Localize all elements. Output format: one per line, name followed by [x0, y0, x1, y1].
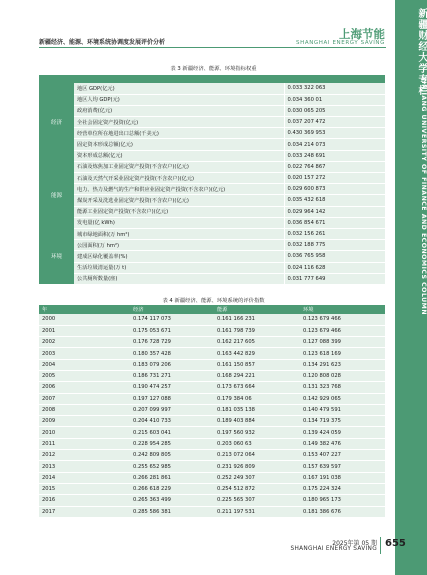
index-cell: 0.255 652 985	[130, 461, 214, 472]
indicator-cell: 地区人均 GDP(元)	[74, 94, 284, 105]
index-cell: 0.266 281 861	[130, 472, 214, 483]
year-cell: 2000	[39, 314, 130, 325]
weight-cell: 0.033 322 063	[284, 83, 385, 94]
header-divider	[39, 47, 386, 48]
table-row	[39, 393, 385, 404]
journal-name-footer: SHANGHAI ENERGY SAVING	[290, 546, 377, 552]
table3-caption: 表 3 新疆经济、能源、环境指标权重	[170, 66, 257, 72]
weight-cell: 0.031 777 649	[284, 273, 385, 284]
year-cell: 2013	[39, 461, 130, 472]
indicator-cell: 石油及炼焦加工业固定资产投资(不含农户)(亿元)	[74, 161, 284, 172]
index-cell: 0.189 403 884	[214, 416, 300, 427]
indicator-cell: 建成区绿化覆盖率(%)	[74, 251, 284, 262]
index-cell: 0.242 809 805	[130, 450, 214, 461]
index-cell: 0.265 363 499	[130, 495, 214, 506]
weight-cell: 0.029 964 142	[284, 206, 385, 217]
index-cell: 0.175 053 671	[130, 325, 214, 336]
table-row	[39, 404, 385, 415]
table-row	[39, 370, 385, 381]
running-article-title: 新疆经济、能源、环境系统协调度发展评价分析	[39, 39, 166, 46]
year-cell: 2004	[39, 359, 130, 370]
year-cell: 2003	[39, 348, 130, 359]
weight-cell: 0.024 116 628	[284, 262, 385, 273]
index-cell: 0.228 954 285	[130, 438, 214, 449]
index-cell: 0.215 603 041	[130, 427, 214, 438]
index-cell: 0.120 808 028	[300, 370, 385, 381]
table-row	[39, 416, 385, 427]
table-row	[39, 461, 385, 472]
index-cell: 0.183 079 206	[130, 359, 214, 370]
table-row	[39, 128, 385, 139]
table-row	[39, 217, 385, 228]
year-cell: 2012	[39, 450, 130, 461]
index-cell: 0.174 117 073	[130, 314, 214, 325]
index-cell: 0.134 291 623	[300, 359, 385, 370]
weight-cell: 0.030 065 205	[284, 105, 385, 116]
column-header: 环境	[300, 305, 385, 314]
index-cell: 0.123 618 169	[300, 348, 385, 359]
weight-cell: 0.430 369 953	[284, 128, 385, 139]
page-number: 655	[385, 538, 406, 549]
index-cell: 0.197 127 088	[130, 393, 214, 404]
table-row	[39, 427, 385, 438]
table-row	[39, 325, 385, 336]
weight-cell: 0.022 764 867	[284, 161, 385, 172]
index-cell: 0.285 586 381	[130, 506, 214, 517]
table-row	[39, 150, 385, 161]
weight-cell: 0.033 248 691	[284, 150, 385, 161]
table3-header-bar	[39, 75, 385, 83]
index-cell: 0.161 150 857	[214, 359, 300, 370]
index-cell: 0.123 679 466	[300, 314, 385, 325]
indicator-cell: 电力、热力及燃气的生产和供应业固定资产投资(不含农户)(亿元)	[74, 184, 284, 195]
table-row	[39, 251, 385, 262]
weight-cell: 0.037 207 472	[284, 117, 385, 128]
table-row	[39, 506, 385, 517]
year-cell: 2001	[39, 325, 130, 336]
index-cell: 0.213 072 064	[214, 450, 300, 461]
index-cell: 0.225 565 307	[214, 495, 300, 506]
index-cell: 0.181 386 676	[300, 506, 385, 517]
index-cell: 0.173 673 664	[214, 382, 300, 393]
table-row	[39, 184, 385, 195]
index-cell: 0.252 249 307	[214, 472, 300, 483]
indicator-cell: 固定资本形成总额(亿元)	[74, 139, 284, 150]
index-cell: 0.175 224 324	[300, 483, 385, 494]
table-row	[39, 314, 385, 325]
index-cell: 0.161 166 231	[214, 314, 300, 325]
evaluation-index-table	[39, 305, 385, 518]
index-cell: 0.211 197 531	[214, 506, 300, 517]
column-header: 年	[39, 305, 130, 314]
index-cell: 0.186 731 271	[130, 370, 214, 381]
indicator-cell: 城市绿地面积(万 hm²)	[74, 228, 284, 239]
table-row	[39, 262, 385, 273]
index-cell: 0.153 407 227	[300, 450, 385, 461]
table-row	[39, 173, 385, 184]
index-cell: 0.190 474 257	[130, 382, 214, 393]
index-cell: 0.142 929 065	[300, 393, 385, 404]
indicator-cell: 全社会固定资产投资(亿元)	[74, 117, 284, 128]
table4-caption: 表 4 新疆经济、能源、环境系统的评价指数	[162, 298, 265, 304]
index-cell: 0.204 410 733	[130, 416, 214, 427]
year-cell: 2006	[39, 382, 130, 393]
index-cell: 0.254 512 872	[214, 483, 300, 494]
index-cell: 0.139 424 059	[300, 427, 385, 438]
year-cell: 2005	[39, 370, 130, 381]
indicator-cell: 经营单位所在地进出口总额(千美元)	[74, 128, 284, 139]
indicator-cell: 公共厕所数量(座)	[74, 273, 284, 284]
table-row	[39, 228, 385, 239]
column-header: 能源	[214, 305, 300, 314]
weight-cell: 0.036 854 671	[284, 217, 385, 228]
weight-cell: 0.036 765 958	[284, 251, 385, 262]
index-cell: 0.231 926 809	[214, 461, 300, 472]
journal-brand: 上海节能	[339, 27, 385, 41]
index-cell: 0.176 728 729	[130, 337, 214, 348]
year-cell: 2017	[39, 506, 130, 517]
table-row	[39, 483, 385, 494]
column-name-en: XINJIANG UNIVERSITY OF FINANCE AND ECONOMICS COLUMN	[420, 76, 427, 316]
index-cell: 0.181 035 138	[214, 404, 300, 415]
index-cell: 0.140 479 591	[300, 404, 385, 415]
table-row	[39, 206, 385, 217]
side-column-band	[395, 0, 427, 575]
indicator-cell: 能源工业固定资产投资(不含农户)(亿元)	[74, 206, 284, 217]
index-cell: 0.134 719 375	[300, 416, 385, 427]
year-cell: 2016	[39, 495, 130, 506]
weight-cell: 0.034 360 01	[284, 94, 385, 105]
footer-divider	[380, 537, 381, 554]
weight-cell: 0.035 432 618	[284, 195, 385, 206]
table-row	[39, 438, 385, 449]
indicator-weights-table	[39, 75, 385, 285]
weight-cell: 0.020 157 272	[284, 173, 385, 184]
weight-cell: 0.032 156 261	[284, 228, 385, 239]
index-cell: 0.149 382 476	[300, 438, 385, 449]
group-label: 经济	[39, 83, 74, 161]
group-label: 能源	[39, 161, 74, 228]
index-cell: 0.127 088 399	[300, 337, 385, 348]
year-cell: 2011	[39, 438, 130, 449]
index-cell: 0.162 217 605	[214, 337, 300, 348]
table-row	[39, 195, 385, 206]
year-cell: 2007	[39, 393, 130, 404]
table-row	[39, 337, 385, 348]
journal-brand-en: SHANGHAI ENERGY SAVING	[296, 40, 385, 46]
table-row	[39, 94, 385, 105]
index-cell: 0.203 060 63	[214, 438, 300, 449]
indicator-cell: 煤炭开采及洗选业固定资产投资(不含农户)(亿元)	[74, 195, 284, 206]
index-cell: 0.163 442 829	[214, 348, 300, 359]
indicator-cell: 生活垃圾清运量(万 t)	[74, 262, 284, 273]
table-row	[39, 348, 385, 359]
table-row	[39, 117, 385, 128]
index-cell: 0.161 798 739	[214, 325, 300, 336]
index-cell: 0.180 357 428	[130, 348, 214, 359]
table-header-row	[39, 305, 385, 314]
table-row	[39, 139, 385, 150]
weight-cell: 0.034 214 073	[284, 139, 385, 150]
weight-cell: 0.032 188 775	[284, 240, 385, 251]
table-row	[39, 359, 385, 370]
indicator-cell: 公园面积(万 hm²)	[74, 240, 284, 251]
year-cell: 2008	[39, 404, 130, 415]
indicator-cell: 地区 GDP(亿元)	[74, 83, 284, 94]
table-row	[39, 83, 385, 94]
indicator-cell: 发电量(亿 kWh)	[74, 217, 284, 228]
year-cell: 2010	[39, 427, 130, 438]
index-cell: 0.131 323 768	[300, 382, 385, 393]
index-cell: 0.197 560 932	[214, 427, 300, 438]
year-cell: 2014	[39, 472, 130, 483]
year-cell: 2002	[39, 337, 130, 348]
index-cell: 0.207 099 997	[130, 404, 214, 415]
table-row	[39, 161, 385, 172]
weight-cell: 0.029 600 873	[284, 184, 385, 195]
year-cell: 2015	[39, 483, 130, 494]
index-cell: 0.123 679 466	[300, 325, 385, 336]
index-cell: 0.167 191 038	[300, 472, 385, 483]
index-cell: 0.180 965 173	[300, 495, 385, 506]
year-cell: 2009	[39, 416, 130, 427]
column-header: 经济	[130, 305, 214, 314]
index-cell: 0.179 384 06	[214, 393, 300, 404]
issue-label: 2025年第 05 期	[332, 540, 377, 547]
indicator-cell: 政府消费(亿元)	[74, 105, 284, 116]
index-cell: 0.168 294 221	[214, 370, 300, 381]
table-row	[39, 105, 385, 116]
table-row	[39, 495, 385, 506]
table-row	[39, 382, 385, 393]
column-name-cn: 新疆财经大学专栏	[416, 8, 427, 96]
indicator-cell: 资本形成总额(亿元)	[74, 150, 284, 161]
table-row	[39, 472, 385, 483]
index-cell: 0.266 618 229	[130, 483, 214, 494]
table-row	[39, 273, 385, 284]
indicator-cell: 石油及天然气开采业固定资产投资(不含农户)(亿元)	[74, 173, 284, 184]
group-label: 环境	[39, 228, 74, 284]
table-row	[39, 450, 385, 461]
index-cell: 0.157 639 597	[300, 461, 385, 472]
table-row	[39, 240, 385, 251]
